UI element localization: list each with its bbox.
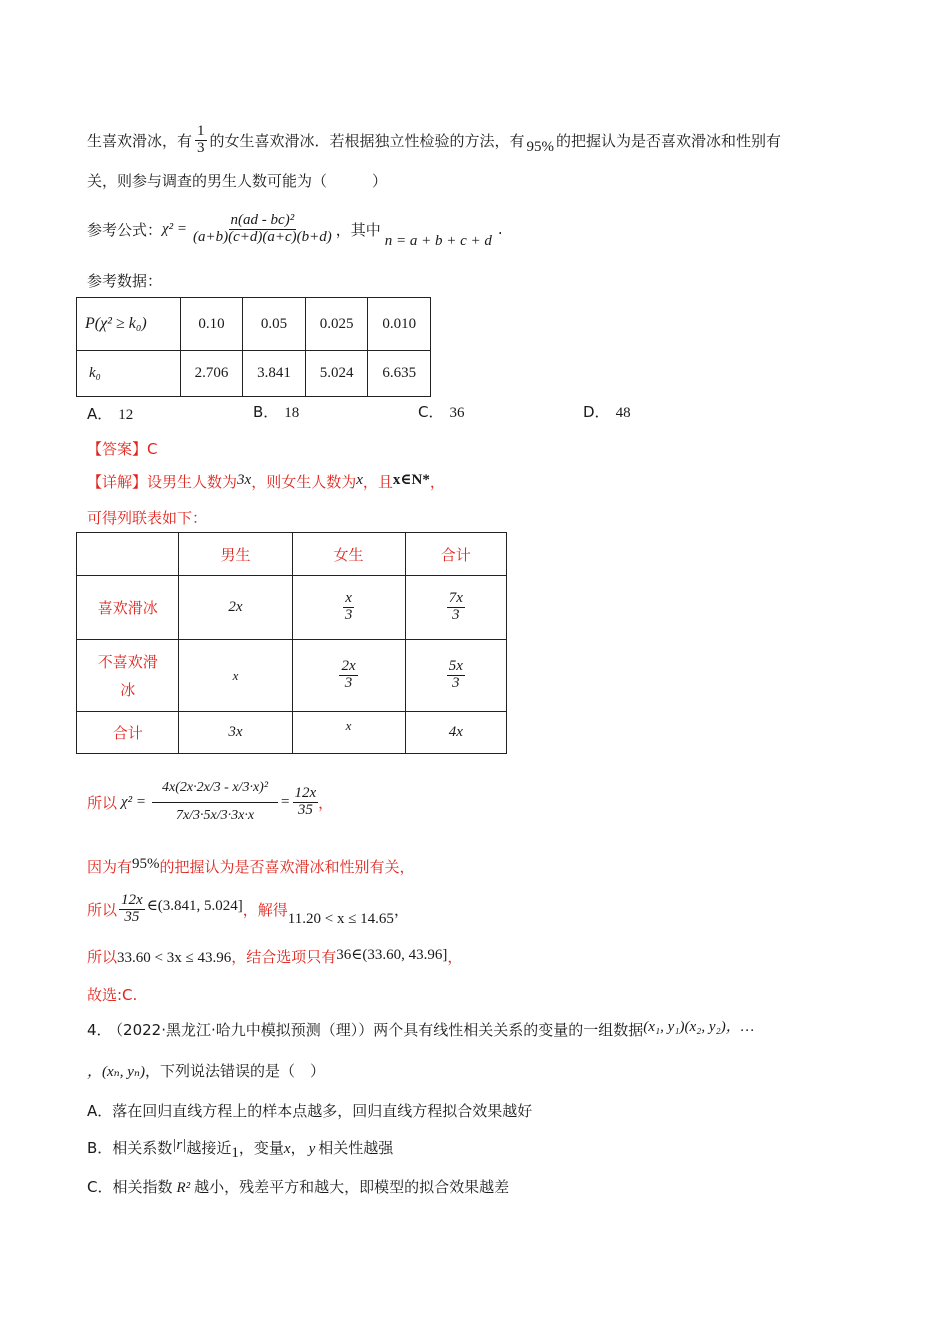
because-line: [87, 856, 415, 877]
problem3-line1: [87, 120, 781, 160]
calc-end: ，: [318, 793, 334, 812]
cont-header-male: 男生: [179, 533, 292, 576]
optb-text-c: ，变量: [238, 1139, 284, 1157]
option-value: 36: [449, 405, 465, 421]
detail-text-b: ，则女生人数为: [251, 473, 357, 491]
formula-numerator: n(ad - bc)²: [230, 211, 295, 228]
cont-row-label-text: 不喜欢滑冰: [97, 652, 158, 699]
problem4-number: 4．: [87, 1021, 112, 1039]
cont-fraction: [339, 659, 357, 692]
calc-result-den: 35: [297, 801, 313, 818]
optc-text-b: 越小，残差平方和越大，即模型的拟合效果越差: [194, 1178, 510, 1196]
problem3-line2: 关，则参与调查的男生人数可能为（ ）: [87, 172, 388, 190]
sol2-prefix: 所以: [87, 948, 118, 966]
detail-3x: 3x: [237, 472, 252, 488]
problem4-option-b: [87, 1137, 394, 1161]
problem4-source: （2022·黑龙江·哈九中模拟预测（理））两个具有线性相关关系的变量的一组数据: [115, 1021, 644, 1039]
percent-95: 95%: [526, 138, 555, 155]
cont-fraction-den: 3: [452, 675, 460, 691]
cont-fraction-den: 3: [452, 607, 460, 623]
option-letter: D．: [583, 403, 610, 421]
cont-cell: [405, 640, 506, 712]
formula-end: .: [497, 220, 503, 238]
optb-text-a: B．相关系数: [87, 1139, 173, 1157]
reference-table: [76, 297, 431, 397]
sol1-end: ，: [393, 900, 409, 919]
cont-cell: 2x: [179, 576, 292, 640]
detail-set: x∈N*: [392, 472, 430, 488]
optb-x: x: [283, 1141, 291, 1157]
sol1-mid: ，解得: [242, 900, 288, 919]
sol2-expr: 33.60 < 3x ≤ 43.96: [117, 950, 232, 966]
data-label: 参考数据：: [87, 272, 163, 290]
sol2-end: ，: [447, 948, 463, 966]
option-b: [253, 401, 299, 422]
sol1-expr: ∈(3.841, 5.024]: [146, 897, 243, 914]
sol1-prefix: 所以: [87, 900, 118, 919]
cont-header-total: 合计: [405, 533, 506, 576]
reference-formula: [87, 204, 503, 254]
calc-result: [293, 786, 319, 819]
formula-denominator: (a+b)(c+d)(a+c)(b+d): [192, 228, 332, 245]
detail-line: [87, 471, 445, 492]
cont-fraction-num: 7x: [448, 590, 463, 607]
cont-fraction: [447, 591, 465, 624]
cont-fraction-num: 5x: [448, 658, 463, 675]
because-text-b: 的把握认为是否喜欢滑冰和性别有关，: [159, 858, 415, 876]
cont-cell: [292, 576, 405, 640]
problem4-option-a: A．落在回归直线方程上的样本点越多，回归直线方程拟合效果越好: [87, 1102, 533, 1120]
calc-denominator: 7x/3·5x/3·3x·x: [175, 807, 255, 823]
optb-y: y: [308, 1141, 316, 1157]
detail-text-c: ，且: [362, 473, 393, 491]
option-letter: A．: [87, 405, 113, 423]
option-a: [87, 403, 133, 424]
ref-row1-header: P(χ² ≥ k₀): [77, 298, 181, 351]
cont-row-label: [77, 640, 179, 712]
cont-cell: x: [292, 712, 405, 754]
problem4-question: ，下列说法错误的是（ ）: [144, 1062, 325, 1080]
calc-prefix: 所以: [87, 793, 118, 812]
formula-n: n = a + b + c + d: [384, 232, 492, 249]
line1-text-b: 的女生喜欢滑冰．若根据独立性检验的方法，有: [209, 131, 525, 150]
cont-cell: [405, 576, 506, 640]
formula-label: 参考公式：: [87, 220, 163, 239]
optb-text-d: ，: [290, 1139, 306, 1157]
ref-cell: 0.05: [243, 298, 306, 351]
line1-text-c: 的把握认为是否喜欢滑冰和性别有: [556, 131, 782, 150]
calc-lhs: χ² =: [121, 793, 146, 810]
sol1-fraction-num: 12x: [121, 891, 143, 908]
optb-text-e: 相关性越强: [318, 1139, 394, 1157]
calc-result-num: 12x: [294, 784, 317, 801]
choose-line: 故选:C.: [87, 986, 138, 1004]
sol1-result: 11.20 < x ≤ 14.65: [287, 910, 394, 927]
detail-tag: 【详解】: [87, 473, 148, 491]
fraction-one-third: [195, 124, 207, 157]
cont-fraction: [447, 659, 465, 692]
ref-cell: 2.706: [180, 351, 243, 397]
detail-x: x: [356, 472, 363, 488]
sol2-mid: ，结合选项只有: [231, 948, 337, 966]
calc-equals: =: [281, 793, 290, 810]
optc-r2: R²: [176, 1180, 191, 1196]
option-value: 12: [118, 407, 134, 423]
optb-one: 1: [231, 1145, 239, 1161]
sol1-fraction: [119, 893, 145, 926]
calc-fraction: [152, 781, 278, 823]
cont-row-label: 合计: [77, 712, 179, 754]
contingency-table: [76, 532, 507, 754]
ref-cell: 5.024: [305, 351, 368, 397]
cont-cell: x: [179, 640, 292, 712]
cont-fraction-den: 3: [344, 675, 353, 691]
detail-text-a: 设男生人数为: [147, 473, 238, 491]
solution-line2: [87, 946, 462, 967]
cont-header-female: 女生: [292, 533, 405, 576]
option-c: [418, 401, 464, 422]
ref-cell: 3.841: [243, 351, 306, 397]
option-value: 18: [284, 405, 300, 421]
calc-numerator: 4x(2x·2x/3 - x/3·x)²: [152, 781, 278, 803]
problem4-line2: [87, 1060, 325, 1081]
problem4-option-c: [87, 1176, 509, 1197]
because-text-a: 因为有: [87, 858, 133, 876]
because-percent: 95%: [132, 856, 160, 872]
answer-line: 【答案】C: [87, 440, 158, 458]
fraction-numerator: 1: [197, 122, 205, 139]
cont-row-label: 喜欢滑冰: [77, 576, 179, 640]
formula-fraction: [191, 213, 334, 246]
option-d: [583, 401, 631, 422]
line1-text-a: 生喜欢滑冰，有: [87, 131, 193, 150]
sol1-fraction-den: 35: [124, 908, 140, 925]
detail-text-d: ，: [429, 473, 445, 491]
cont-header-empty: [77, 533, 179, 576]
ref-row2-header: k₀: [77, 351, 181, 397]
optc-text-a: C．相关指数: [87, 1178, 173, 1196]
cont-fraction-num: x: [345, 590, 352, 607]
chi-square-calc: [87, 763, 333, 841]
ref-cell: 6.635: [368, 351, 431, 397]
cont-fraction-den: 3: [344, 607, 353, 623]
formula-mid: ，其中: [335, 220, 381, 239]
problem4-pairs: (x₁, y₁)(x₂, y₂)，…: [643, 1019, 755, 1035]
solution-line1: [87, 884, 409, 934]
cont-cell: [292, 640, 405, 712]
fraction-denominator: 3: [197, 139, 205, 156]
ref-cell: 0.025: [305, 298, 368, 351]
optb-text-b: 越接近: [186, 1139, 232, 1157]
sol2-result: 36∈(33.60, 43.96]: [336, 947, 448, 963]
option-letter: C．: [418, 403, 444, 421]
option-letter: B．: [253, 403, 279, 421]
ref-cell: 0.010: [368, 298, 431, 351]
problem4-line1: [87, 1019, 754, 1040]
cont-fraction-num: 2x: [341, 658, 356, 675]
option-value: 48: [615, 405, 631, 421]
formula-lhs: χ² =: [162, 220, 187, 237]
cont-cell: 3x: [179, 712, 292, 754]
ref-cell: 0.10: [180, 298, 243, 351]
optb-r: |r|: [172, 1137, 187, 1153]
table-intro: 可得列联表如下：: [87, 509, 208, 527]
cont-fraction: [343, 591, 355, 624]
problem4-pair-n: ，(xₙ, yₙ): [87, 1064, 145, 1080]
cont-cell: 4x: [405, 712, 506, 754]
